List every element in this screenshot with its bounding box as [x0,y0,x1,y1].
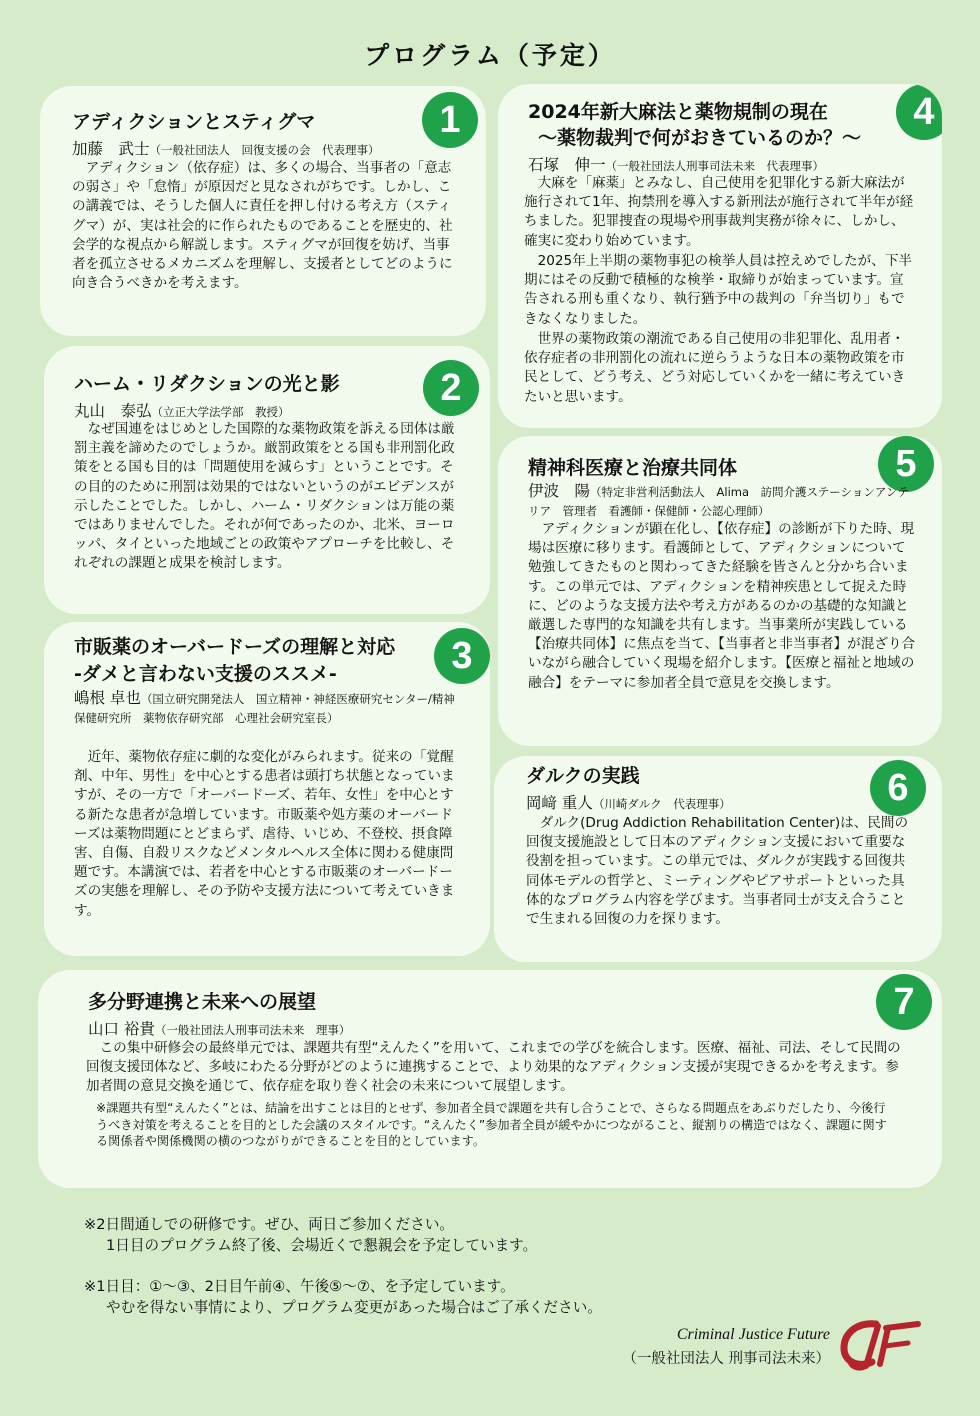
number-badge-3: 3 [434,628,490,684]
card-body: この集中研修会の最終単元では、課題共有型“えんたく”を用いて、これまでの学びを統合します。医療、福祉、司法、そして民間の回復支援団体など、多岐にわたる分野がどのように連携することで、より効果的なアディクション支援が実現できるかを考えます。参加者間の意見交換を通じて、依存症を取り巻く社会の未来について展望します。 [86,1040,901,1095]
speaker-affiliation: （立正大学法学部 教授） [151,405,290,419]
page-title: プログラム（予定） [364,41,616,70]
speaker [74,399,290,421]
program-card-2 [44,346,490,614]
speaker-name: 伊波 陽 [528,482,591,500]
card-body: 近年、薬物依存症に劇的な変化がみられます。従来の「覚醒剤、中年、男性」を中心とする患者は頭打ち状態となっていますが、その一方で「オーバードーズ、若年、女性」を中心とする新たな患者が急増しています。市販薬や処方薬のオーバードーズは薬物問題にとどまらず、虐待、いじめ、不登校、摂食障害、自傷、自殺リスクなどメンタルヘルス全体に関わる健康問題です。本講演では、若者を中心とする市販薬のオーバードーズの実態を理解し、その予防や支援方法について考えていきます。 [74,749,455,919]
footer-notes [84,1214,602,1318]
number-badge-2: 2 [423,360,479,416]
card-body-paragraph-1: 大麻を「麻薬」とみなし、自己使用を犯罪化する新大麻法が施行されて1年、拘禁刑を導入する新刑法が施行されて半年が経ちました。犯罪捜査の現場や刑事裁判実務が徐々に、しかし、確実に変わり始めています。 [524,175,914,249]
speaker-affiliation: （一般社団法人刑事司法未来 理事） [154,1023,351,1037]
speaker [528,482,918,520]
organization-name-en: Criminal Justice Future [676,1326,830,1343]
card-body: アディクションが顕在化し、【依存症】の診断が下りた時、現場は医療に移ります。看護師として、アディクションについて勉強してきたものと関わってきた経験を皆さんと分かち合います。この単元では、アディクションを精神疾患として捉えた時に、どのような支援方法や考え方があるのかの基礎的な知識と厳選した専門的な知識を共有します。当事業所が実践している【治療共同体】に焦点を当て、【当事者と非当事者】が混ざり合いながら融合していく現場を紹介します。【医療と福祉と地域の融合】をテーマに参加者全員で意見を交換します。 [528,521,916,691]
speaker-affiliation: （一般社団法人 回復支援の会 代表理事） [149,143,380,157]
program-card-5 [498,436,942,746]
speaker-affiliation: （一般社団法人刑事司法未来 代表理事） [605,159,825,173]
number-badge-4: 4 [896,84,942,140]
number-badge-1: 1 [422,92,478,148]
program-card-7 [38,970,942,1188]
speaker-name: 岡﨑 重人 [526,794,593,812]
card-body: なぜ国連をはじめとした国際的な薬物政策を訴える団体は厳罰主義を諦めたのでしょうか。厳罰政策をとる国も非刑罰化政策をとる国も目的は「問題使用を減らす」ということです。その目的のために刑罰は効果的ではないというのがエビデンスが示したことでした。しかし、ハーム・リダクションは万能の薬ではありませんでした。それが何であったのか、北米、ヨーロッパ、タイといった地域ごとの政策やアプローチを比較し、それぞれの課題と成果を検討します。 [74,421,455,572]
card-body-paragraph-2: 2025年上半期の薬物事犯の検挙人員は控えめでしたが、下半期にはその反動で積極的な検挙・取締りが始まっています。宣告される刑も重くなり、執行猶予中の裁判の「弁当切り」もできなくなりました。 [524,253,913,327]
cjf-logo-icon [836,1316,924,1376]
program-card-4 [498,84,942,428]
card-subtitle: ～薬物裁判で何がおきているのか？～ [538,127,862,149]
program-card-1 [40,86,486,336]
speaker-name: 山口 裕貴 [88,1020,155,1038]
speaker-name: 石塚 伸一 [528,156,606,174]
card-note: ※課題共有型“えんたく”とは、結論を出すことは目的とせず、参加者全員で課題を共有し合うことで、さらなる問題点をあぶりだしたり、今後行うべき対策を考えることを目的とした会議のスタイルです。“えんたく”参加者全員が緩やかにつながること、縦割りの構造ではなく、課題に関する関係者や関係機関の横のつながりができることを目的としています。 [96,1101,887,1148]
speaker [88,1017,350,1039]
card-body: ダルク(Drug Addiction Rehabilitation Center)は、民間の回復支援施設として日本のアディクション支援において重要な役割を担っています。この単元では、ダルクが実践する回復共同体モデルの哲学と、ミーティングやピアサポートといった具体的なプログラム内容を学びます。当事者同士が支え合うことで生まれる回復の力を探ります。 [526,815,909,928]
card-title: 市販薬のオーバードーズの理解と対応 [74,636,396,658]
card-title: 多分野連携と未来への展望 [88,991,317,1013]
speaker-affiliation: （国立研究開発法人 国立精神・神経医療研究センター/精神保健研究所 薬物依存研究部 心理社会研究室長） [74,692,455,725]
speaker-name: 加藤 武士 [72,140,150,158]
footer-note-1-detail: 1日目のプログラム終了後、会場近くで懇親会を予定しています。 [106,1237,538,1254]
organization-name-jp: （一般社団法人 刑事司法未来） [622,1351,830,1367]
card-subtitle: -ダメと言わない支援のススメ- [74,663,337,685]
footer-note-2: ※1日目：①～③、2日目午前④、午後⑤～⑦、を予定しています。 [84,1278,515,1295]
program-card-3 [44,622,490,956]
number-badge-6: 6 [870,760,926,816]
card-body-paragraph-3: 世界の薬物政策の潮流である自己使用の非犯罪化、乱用者・依存症者の非刑罰化の流れに逆らうような日本の薬物政策を市民として、どう考え、どう対応していくかを一緒に考えていきたいと思います。 [524,331,906,405]
footer-note-1: ※2日間通しでの研修です。ぜひ、両日ご参加ください。 [84,1216,455,1233]
program-card-6 [494,756,942,962]
organization-credit [610,1326,830,1368]
footer-note-2-detail: やむを得ない事情により、プログラム変更があった場合はご了承ください。 [106,1299,602,1316]
card-title: ハーム・リダクションの光と影 [74,373,340,395]
card-title: アディクションとスティグマ [72,111,316,133]
speaker-name: 丸山 泰弘 [74,402,152,420]
speaker [74,689,460,727]
speaker-name: 嶋根 卓也 [74,689,141,707]
number-badge-5: 5 [878,436,934,492]
number-badge-7: 7 [876,974,932,1030]
speaker-affiliation: （川崎ダルク 代表理事） [592,797,731,811]
speaker-affiliation: （特定非営利活動法人 Alima 訪問介護ステーションアンテリア 管理者 看護師・保健師・公認心理師） [528,485,909,518]
card-title: ダルクの実践 [526,765,640,787]
speaker [528,153,824,175]
speaker [526,791,731,813]
card-title: 精神科医療と治療共同体 [528,457,738,479]
card-title: 2024年新大麻法と薬物規制の現在 [528,101,828,123]
card-body: アディクション（依存症）は、多くの場合、当事者の「意志の弱さ」や「怠惰」が原因だと見なされがちです。しかし、この講義では、そうした個人に責任を押し付ける考え方（スティグマ）が、実は社会的に作られたものであることを歴史的、社会学的な視点から解説します。スティグマが回復を妨げ、当事者を孤立させるメカニズムを理解し、支援者としてどのように向き合うべきかを考えます。 [72,160,453,292]
speaker [72,137,380,159]
